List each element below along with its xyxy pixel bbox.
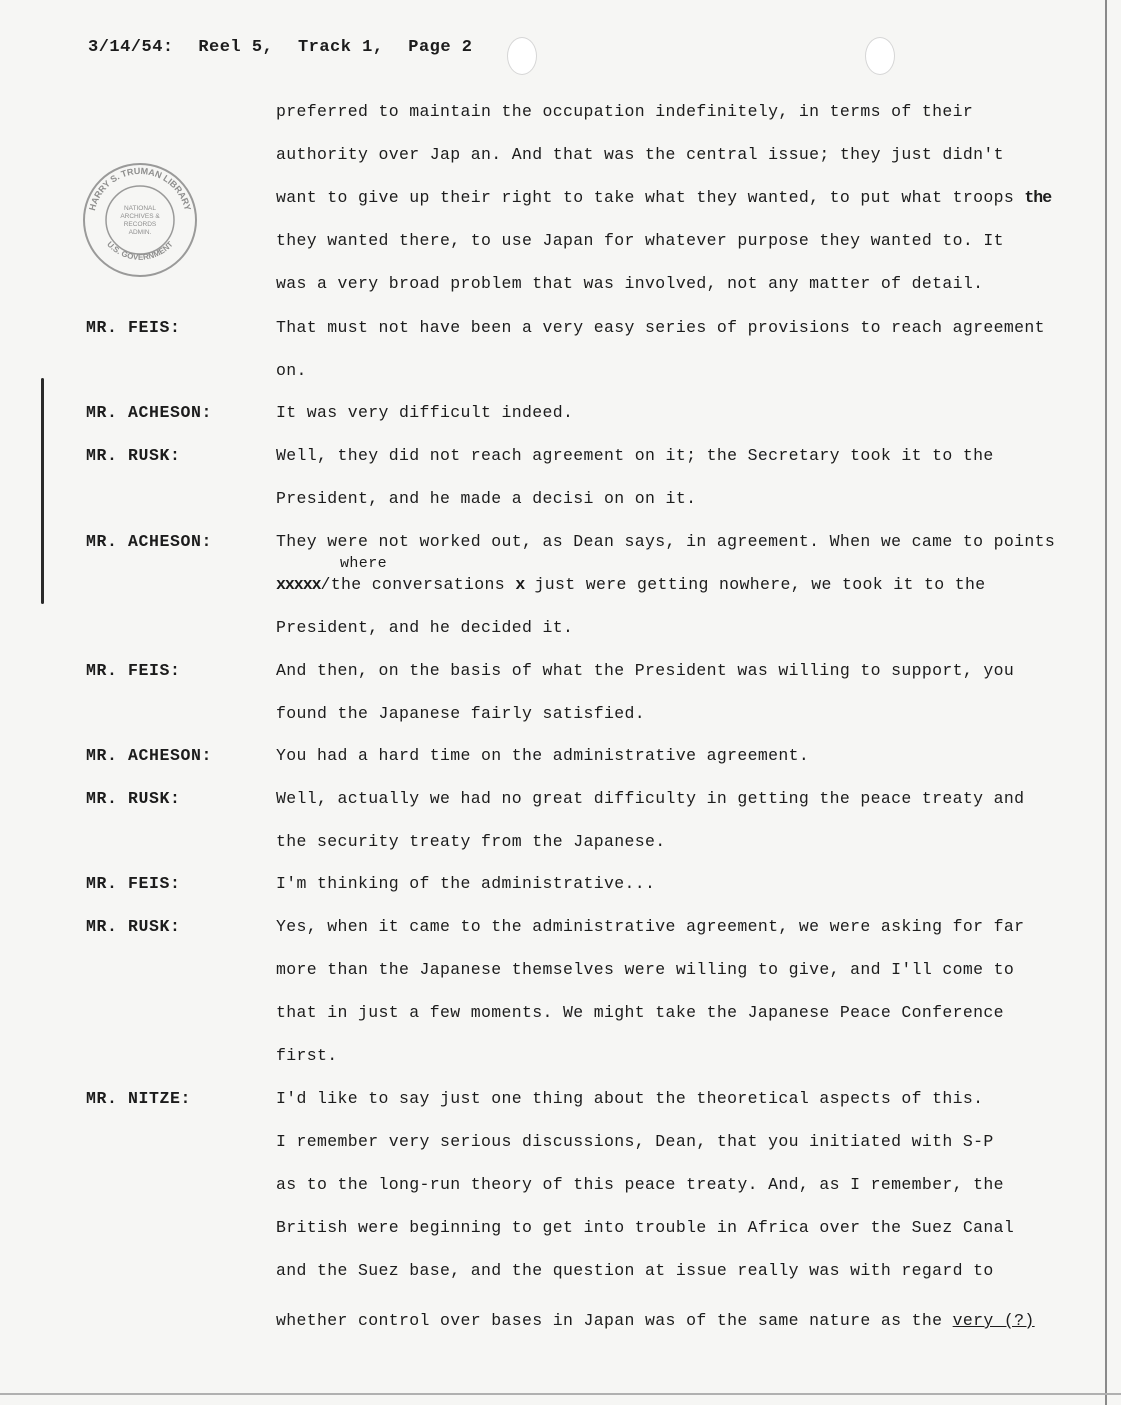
header-track: Track 1, — [297, 38, 384, 57]
stamp-center-line-1: NATIONAL — [123, 205, 157, 212]
dialogue-line: You had a hard time on the administrative agreement. — [276, 746, 810, 765]
dialogue-line: It was very difficult indeed. — [276, 403, 574, 422]
archive-stamp — [80, 160, 200, 280]
header-reel: Reel 5, — [198, 38, 274, 57]
dialogue-line: And then, on the basis of what the President was willing to support, you — [276, 661, 1015, 680]
dialogue-line-part: just were getting nowhere, we took it to the — [534, 575, 986, 594]
handwritten-insertion: where — [340, 555, 388, 572]
margin-annotation-line — [41, 378, 44, 604]
speaker-label: MR. ACHESON: — [86, 746, 213, 765]
punch-hole-left — [508, 38, 536, 74]
dialogue-line: Well, actually we had no great difficulty in getting the peace treaty and — [276, 789, 1025, 808]
dialogue-line — [276, 575, 986, 594]
stamp-bottom-text: U.S. GOVERNMENT — [105, 239, 175, 262]
dialogue-line: the security treaty from the Japanese. — [276, 832, 666, 851]
dialogue-line: British were beginning to get into trouble in Africa over the Suez Canal — [276, 1218, 1015, 1237]
dialogue-line: I'd like to say just one thing about the theoretical aspects of this. — [276, 1089, 984, 1108]
dialogue-line-part: whether control over bases in Japan was of the same nature as the — [276, 1311, 943, 1330]
speaker-label: MR. FEIS: — [86, 661, 181, 680]
continuation-line-1: preferred to maintain the occupation indefinitely, in terms of their — [276, 102, 974, 121]
stamp-ring-text: HARRY S. TRUMAN LIBRARY — [87, 165, 193, 212]
continuation-line-3 — [276, 188, 1051, 207]
dialogue-line: President, and he made a decisi on on it. — [276, 489, 697, 508]
continuation-line-5: was a very broad problem that was involved, not any matter of detail. — [276, 274, 984, 293]
struck-char: x — [515, 575, 525, 594]
speaker-label: MR. NITZE: — [86, 1089, 192, 1108]
dialogue-line: They were not worked out, as Dean says, in agreement. When we came to points — [276, 532, 1056, 551]
speaker-label: MR. FEIS: — [86, 318, 181, 337]
struck-word: the — [1024, 188, 1052, 207]
page-edge-bottom — [0, 1393, 1121, 1395]
dialogue-line: found the Japanese fairly satisfied. — [276, 704, 646, 723]
speaker-label: MR. FEIS: — [86, 874, 181, 893]
speaker-label: MR. RUSK: — [86, 789, 181, 808]
continuation-line-2: authority over Jap an. And that was the central issue; they just didn't — [276, 145, 1004, 164]
dialogue-line: that in just a few moments. We might take the Japanese Peace Conference — [276, 1003, 1004, 1022]
underlined-phrase: very (?) — [952, 1311, 1035, 1330]
continuation-line-4: they wanted there, to use Japan for whatever purpose they wanted to. It — [276, 231, 1004, 250]
dialogue-line: Yes, when it came to the administrative agreement, we were asking for far — [276, 917, 1025, 936]
speaker-label: MR. RUSK: — [86, 446, 181, 465]
archive-stamp-seal — [80, 160, 200, 280]
dialogue-line: I remember very serious discussions, Dean, that you initiated with S-P — [276, 1132, 994, 1151]
dialogue-line — [276, 1311, 1035, 1330]
punch-hole-right — [866, 38, 894, 74]
dialogue-line: more than the Japanese themselves were willing to give, and I'll come to — [276, 960, 1015, 979]
dialogue-line-part: /the conversations — [320, 575, 506, 594]
dialogue-line: first. — [276, 1046, 338, 1065]
struck-word: xxxxx — [276, 575, 321, 594]
speaker-label: MR. RUSK: — [86, 917, 181, 936]
dialogue-line: as to the long-run theory of this peace treaty. And, as I remember, the — [276, 1175, 1004, 1194]
stamp-center-line-2: ARCHIVES & — [120, 213, 160, 220]
stamp-center-line-4: ADMIN. — [128, 229, 152, 236]
page-edge-right — [1105, 0, 1107, 1405]
dialogue-line: That must not have been a very easy series of provisions to reach agreement — [276, 318, 1045, 337]
dialogue-line: on. — [276, 361, 307, 380]
header-page: Page 2 — [408, 38, 473, 57]
stamp-center-line-3: RECORDS — [123, 221, 157, 228]
page-header — [88, 38, 473, 57]
header-date: 3/14/54: — [88, 38, 174, 57]
dialogue-line: Well, they did not reach agreement on it; the Secretary took it to the — [276, 446, 994, 465]
speaker-label: MR. ACHESON: — [86, 403, 213, 422]
speaker-label: MR. ACHESON: — [86, 532, 213, 551]
continuation-line-3-text: want to give up their right to take what they wanted, to put what troops — [276, 188, 1015, 207]
dialogue-line: I'm thinking of the administrative... — [276, 874, 656, 893]
dialogue-line: and the Suez base, and the question at issue really was with regard to — [276, 1261, 994, 1280]
dialogue-line: President, and he decided it. — [276, 618, 574, 637]
